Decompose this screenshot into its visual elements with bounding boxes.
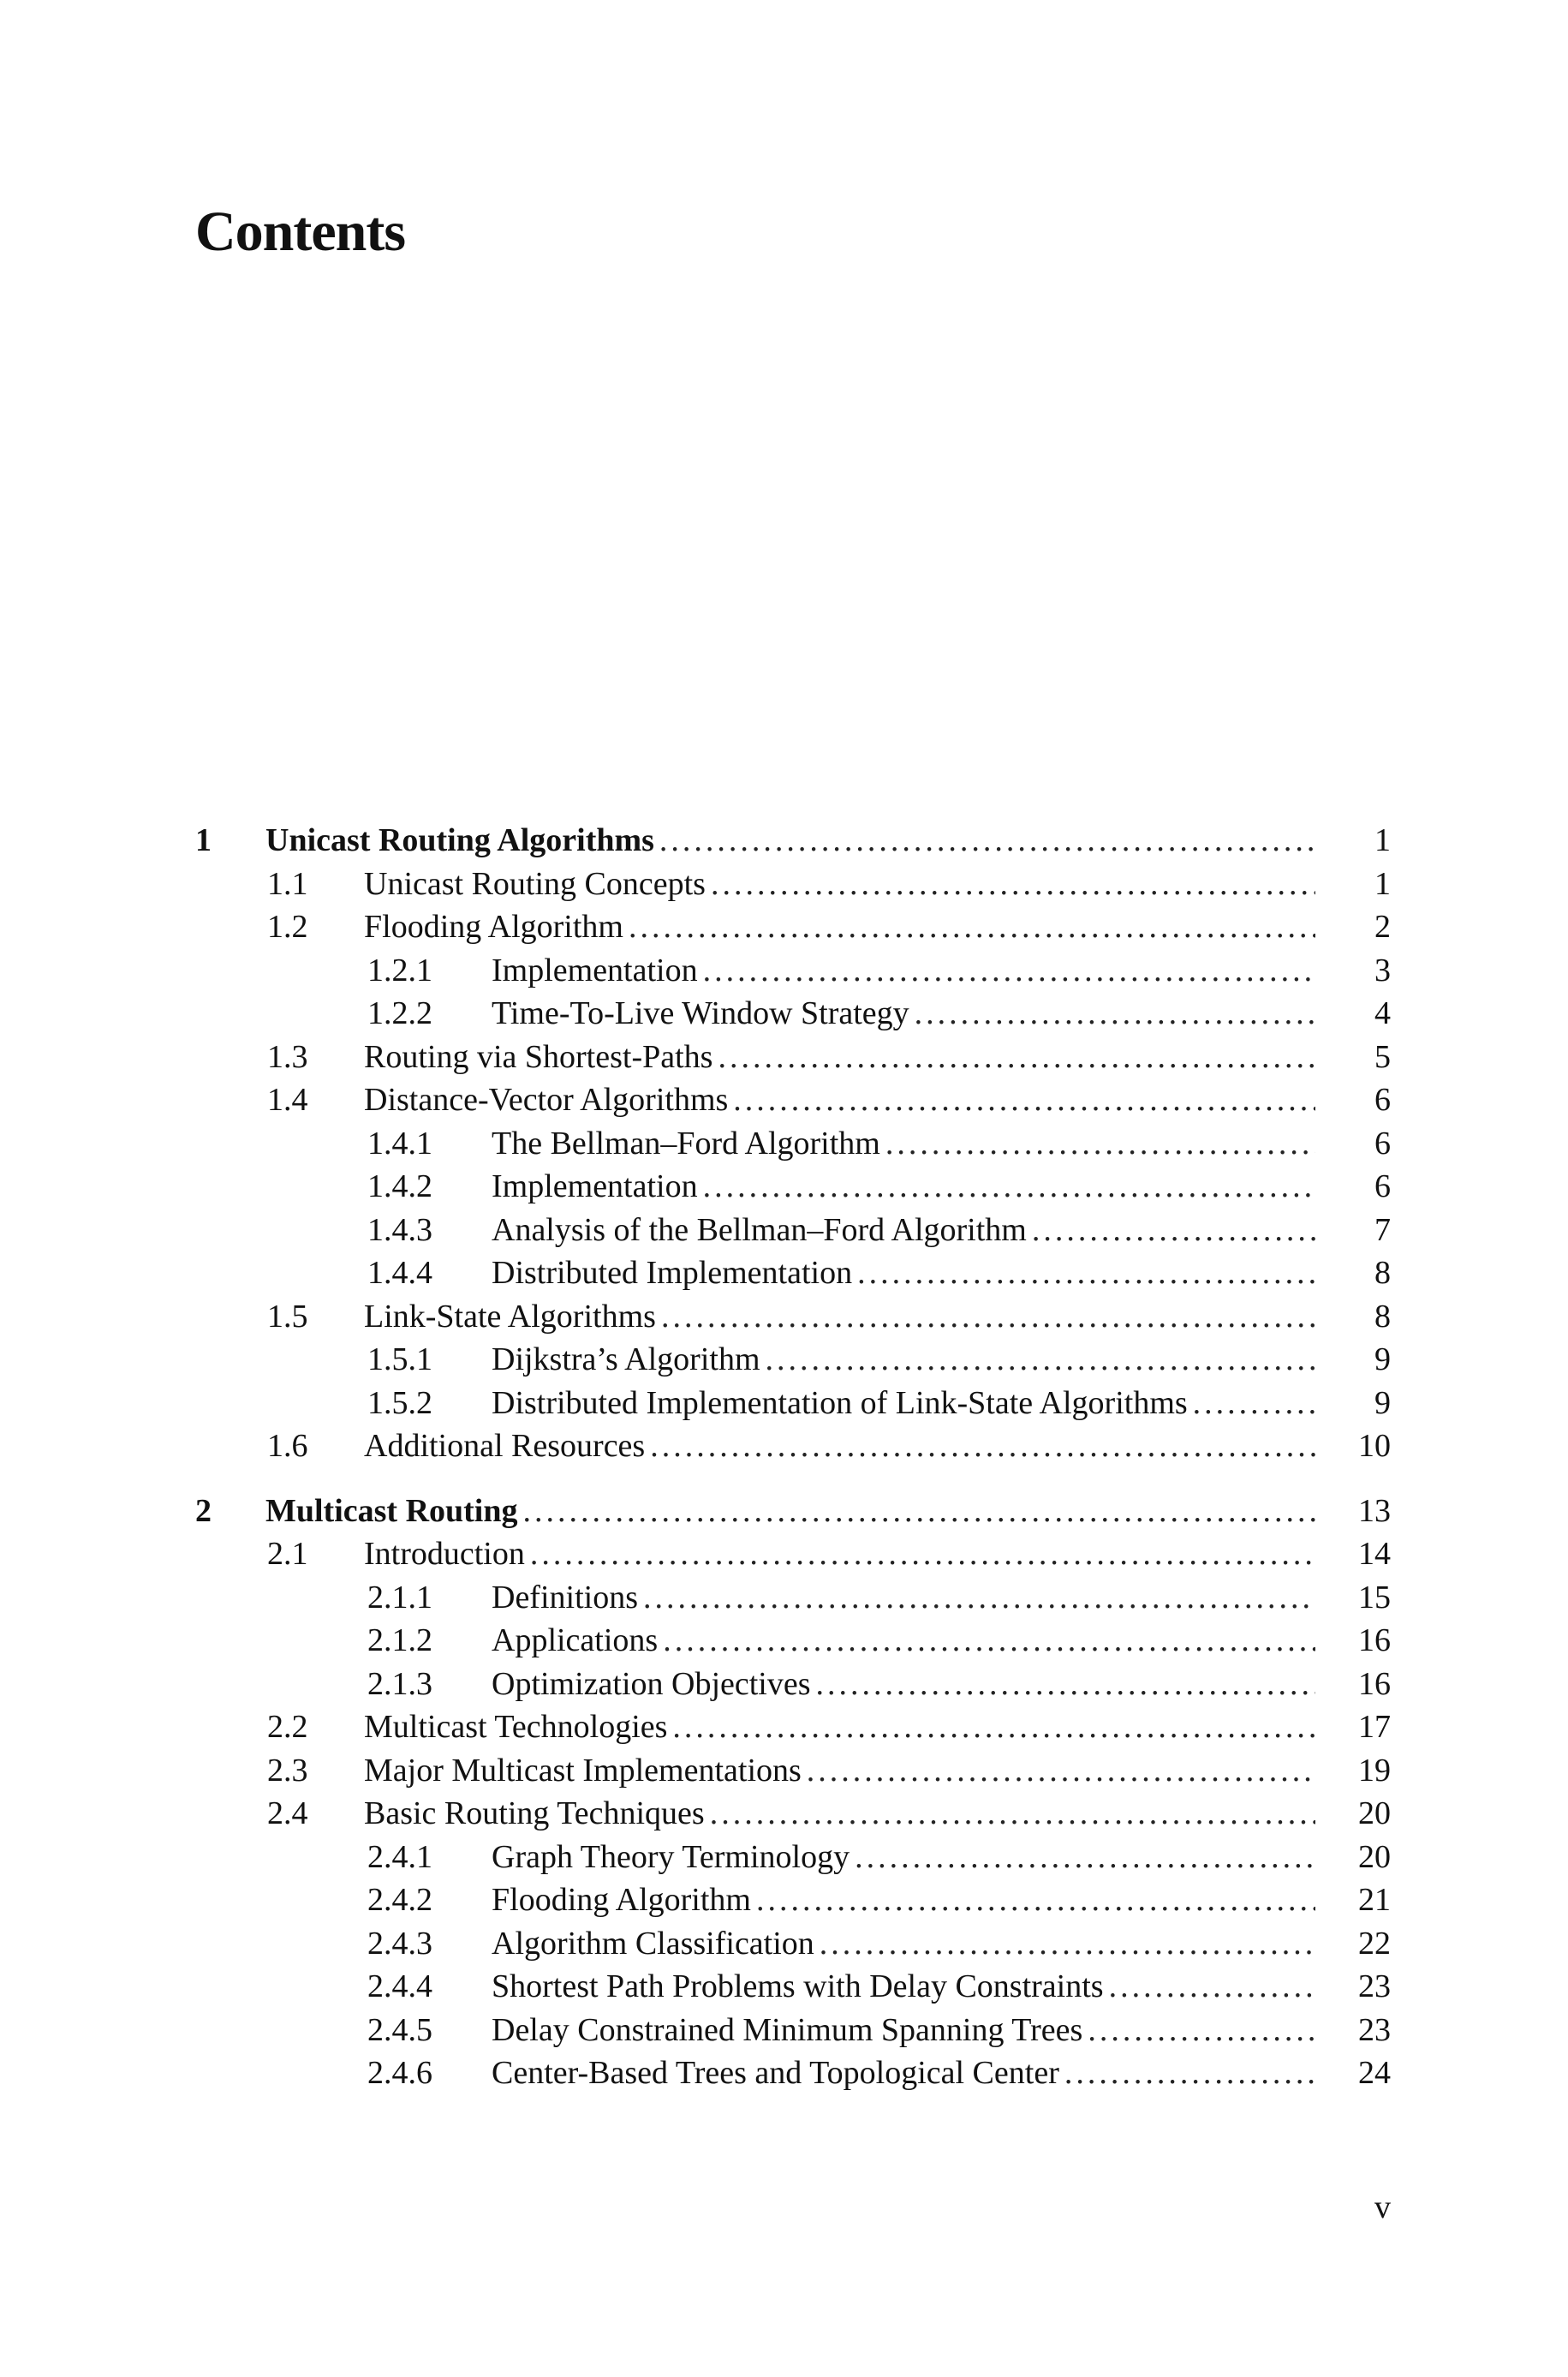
toc-entry-number: 2.4.4 <box>367 1968 432 2004</box>
toc-entry-page: 6 <box>1374 1082 1391 1118</box>
toc-entry-1-2-2[interactable] <box>195 992 1391 1036</box>
toc-entry-number: 1.5 <box>267 1298 308 1335</box>
dot-leader <box>643 1576 1315 1619</box>
page-title: Contents <box>195 200 406 263</box>
toc-entry-number: 2.4 <box>267 1795 308 1831</box>
toc-entry-title: Definitions <box>492 1576 643 1619</box>
toc-entry-page: 9 <box>1374 1384 1391 1421</box>
toc-entry-2-3[interactable] <box>195 1749 1391 1793</box>
dot-leader <box>915 992 1315 1035</box>
toc-entry-leader <box>492 1122 1315 1165</box>
toc-entry-title: Link-State Algorithms <box>364 1295 661 1338</box>
dot-leader <box>855 1836 1315 1878</box>
toc-entry-1-1[interactable] <box>195 863 1391 906</box>
toc-entry-title: Optimization Objectives <box>492 1663 816 1705</box>
dot-leader <box>885 1122 1315 1165</box>
dot-leader <box>1109 1965 1315 2008</box>
toc-entry-page: 4 <box>1374 995 1391 1031</box>
toc-entry-1-6[interactable] <box>195 1424 1391 1468</box>
toc-entry-2-2[interactable] <box>195 1705 1391 1749</box>
toc-entry-number: 2.1 <box>267 1536 308 1572</box>
toc-entry-1-4-2[interactable] <box>195 1165 1391 1209</box>
toc-entry-number: 2.1.1 <box>367 1579 432 1616</box>
dot-leader <box>1032 1209 1315 1251</box>
toc-entry-title: Unicast Routing Algorithms <box>265 819 659 862</box>
dot-leader <box>766 1338 1316 1381</box>
toc-entry-leader <box>265 1490 1315 1532</box>
toc-entry-title: Distributed Implementation of Link-State Algorithms <box>492 1382 1193 1424</box>
toc-entry-1-4-1[interactable] <box>195 1122 1391 1166</box>
toc-entry-page: 20 <box>1358 1795 1391 1831</box>
toc-entry-leader <box>364 1749 1315 1792</box>
toc-entry-leader <box>492 1251 1315 1294</box>
toc-entry-title: Major Multicast Implementations <box>364 1749 807 1792</box>
dot-leader <box>857 1251 1315 1294</box>
toc-entry-2-4-5[interactable] <box>195 2009 1391 2052</box>
toc-entry-title: Flooding Algorithm <box>364 905 629 948</box>
toc-entry-number: 1.5.1 <box>367 1341 432 1377</box>
dot-leader <box>710 1792 1315 1835</box>
dot-leader <box>629 905 1315 948</box>
toc-entry-page: 5 <box>1374 1038 1391 1075</box>
dot-leader <box>661 1295 1315 1338</box>
toc-entry-number: 1.4.2 <box>367 1168 432 1204</box>
toc-entry-page: 8 <box>1374 1255 1391 1291</box>
toc-entry-2-4-3[interactable] <box>195 1922 1391 1966</box>
toc-entry-title: Delay Constrained Minimum Spanning Trees <box>492 2009 1088 2052</box>
toc-entry-page: 23 <box>1358 1968 1391 2004</box>
toc-entry-2-1[interactable] <box>195 1532 1391 1576</box>
toc-entry-page: 14 <box>1358 1536 1391 1572</box>
toc-entry-leader <box>364 1036 1315 1078</box>
dot-leader <box>703 949 1315 992</box>
toc-entry-leader <box>492 949 1315 992</box>
toc-entry-number: 2.4.3 <box>367 1925 432 1962</box>
toc-entry-1-5-1[interactable] <box>195 1338 1391 1382</box>
toc-entry-leader <box>492 992 1315 1035</box>
toc-entry-leader <box>265 819 1315 862</box>
toc-entry-page: 10 <box>1358 1428 1391 1464</box>
toc-entry-leader <box>364 1295 1315 1338</box>
toc-entry-leader <box>492 1209 1315 1251</box>
toc-entry-number: 1.4.3 <box>367 1211 432 1248</box>
toc-entry-title: Flooding Algorithm <box>492 1878 756 1921</box>
toc-entry-2-1-1[interactable] <box>195 1576 1391 1620</box>
dot-leader <box>733 1078 1315 1121</box>
toc-entry-title: Algorithm Classification <box>492 1922 820 1965</box>
toc-entry-page: 3 <box>1374 952 1391 988</box>
toc-entry-2-4[interactable] <box>195 1792 1391 1836</box>
toc-entry-page: 13 <box>1358 1492 1391 1529</box>
toc-entry-number: 2.4.6 <box>367 2055 432 2091</box>
dot-leader <box>703 1165 1315 1208</box>
toc-entry-title: Multicast Routing <box>265 1490 523 1532</box>
toc-entry-1-4[interactable] <box>195 1078 1391 1122</box>
dot-leader <box>530 1532 1315 1575</box>
toc-entry-number: 2.2 <box>267 1709 308 1745</box>
toc-entry-title: Shortest Path Problems with Delay Constraints <box>492 1965 1109 2008</box>
dot-leader <box>807 1749 1315 1792</box>
toc-entry-1-4-4[interactable] <box>195 1251 1391 1295</box>
toc-entry-title: Applications <box>492 1619 663 1662</box>
toc-entry-title: Introduction <box>364 1532 530 1575</box>
dot-leader <box>663 1619 1315 1662</box>
toc-entry-leader <box>364 905 1315 948</box>
dot-leader <box>1193 1382 1315 1424</box>
toc-entry-number: 1.4.1 <box>367 1125 432 1162</box>
toc-entry-1-2-1[interactable] <box>195 949 1391 993</box>
toc-entry-1-3[interactable] <box>195 1036 1391 1079</box>
toc-entry-title: Implementation <box>492 1165 703 1208</box>
page-number-footer: v <box>1374 2189 1391 2225</box>
dot-leader <box>1088 2009 1315 2052</box>
toc-entry-2-4-4[interactable] <box>195 1965 1391 2009</box>
toc-entry-2-1-3[interactable] <box>195 1663 1391 1706</box>
dot-leader <box>816 1663 1315 1705</box>
toc-entry-title: Basic Routing Techniques <box>364 1792 710 1835</box>
toc-entry-number: 1 <box>195 822 212 858</box>
toc-entry-page: 19 <box>1358 1752 1391 1789</box>
toc-entry-leader <box>364 1792 1315 1835</box>
toc-entry-2[interactable] <box>195 1490 1391 1533</box>
toc-entry-leader <box>492 1338 1315 1381</box>
toc-entry-leader <box>492 2052 1315 2094</box>
toc-entry-page: 22 <box>1358 1925 1391 1962</box>
dot-leader <box>523 1490 1316 1532</box>
toc-entry-number: 1.2 <box>267 909 308 945</box>
toc-entry-leader <box>364 1705 1315 1748</box>
toc-entry-page: 16 <box>1358 1622 1391 1658</box>
toc-entry-title: Additional Resources <box>364 1424 650 1467</box>
toc-entry-page: 15 <box>1358 1579 1391 1616</box>
toc-entry-2-4-1[interactable] <box>195 1836 1391 1879</box>
dot-leader <box>659 819 1315 862</box>
dot-leader <box>820 1922 1315 1965</box>
toc-entry-number: 2 <box>195 1492 212 1529</box>
toc-entry-title: Routing via Shortest-Paths <box>364 1036 718 1078</box>
toc-entry-page: 17 <box>1358 1709 1391 1745</box>
toc-entry-number: 2.4.1 <box>367 1838 432 1875</box>
toc-entry-page: 6 <box>1374 1125 1391 1162</box>
toc-entry-leader <box>364 1078 1315 1121</box>
toc-entry-number: 1.4 <box>267 1082 308 1118</box>
toc-entry-number: 1.2.1 <box>367 952 432 988</box>
toc-entry-number: 1.6 <box>267 1428 308 1464</box>
toc-entry-1-5-2[interactable] <box>195 1382 1391 1425</box>
toc-entry-number: 2.3 <box>267 1752 308 1789</box>
toc-entry-leader <box>364 863 1315 905</box>
toc-entry-1-4-3[interactable] <box>195 1209 1391 1252</box>
dot-leader <box>672 1705 1315 1748</box>
toc-entry-leader <box>492 1165 1315 1208</box>
toc-entry-2-4-2[interactable] <box>195 1878 1391 1922</box>
toc-entry-title: Dijkstra’s Algorithm <box>492 1338 766 1381</box>
toc-entry-page: 1 <box>1374 822 1391 858</box>
toc-entry-2-1-2[interactable] <box>195 1619 1391 1663</box>
toc-entry-page: 6 <box>1374 1168 1391 1204</box>
toc-entry-leader <box>364 1532 1315 1575</box>
toc-entry-number: 2.4.5 <box>367 2011 432 2048</box>
toc-entry-title: Graph Theory Terminology <box>492 1836 855 1878</box>
toc-entry-page: 23 <box>1358 2011 1391 2048</box>
toc-entry-page: 1 <box>1374 865 1391 902</box>
toc-entry-number: 2.1.2 <box>367 1622 432 1658</box>
toc-entry-title: Implementation <box>492 949 703 992</box>
toc-entry-title: Unicast Routing Concepts <box>364 863 711 905</box>
toc-entry-page: 9 <box>1374 1341 1391 1377</box>
toc-entry-page: 21 <box>1358 1882 1391 1918</box>
toc-entry-page: 7 <box>1374 1211 1391 1248</box>
toc-entry-leader <box>492 2009 1315 2052</box>
toc-entry-leader <box>492 1965 1315 2008</box>
toc-entry-page: 24 <box>1358 2055 1391 2091</box>
toc-entry-page: 16 <box>1358 1665 1391 1702</box>
toc-entry-title: Distance-Vector Algorithms <box>364 1078 733 1121</box>
toc-entry-1-2[interactable] <box>195 905 1391 949</box>
dot-leader <box>711 863 1315 905</box>
toc-entry-2-4-6[interactable] <box>195 2052 1391 2095</box>
toc-entry-page: 8 <box>1374 1298 1391 1335</box>
toc-entry-1[interactable] <box>195 819 1391 863</box>
toc-entry-leader <box>492 1878 1315 1921</box>
toc-entry-leader <box>492 1619 1315 1662</box>
toc-entry-title: The Bellman–Ford Algorithm <box>492 1122 885 1165</box>
dot-leader <box>756 1878 1315 1921</box>
dot-leader <box>1064 2052 1315 2094</box>
toc-entry-page: 2 <box>1374 909 1391 945</box>
toc-entry-title: Time-To-Live Window Strategy <box>492 992 915 1035</box>
dot-leader <box>718 1036 1315 1078</box>
toc-entry-leader <box>364 1424 1315 1467</box>
toc-entry-title: Center-Based Trees and Topological Center <box>492 2052 1064 2094</box>
toc-entry-number: 1.4.4 <box>367 1255 432 1291</box>
toc-entry-number: 1.3 <box>267 1038 308 1075</box>
toc-entry-leader <box>492 1836 1315 1878</box>
toc-entry-number: 1.2.2 <box>367 995 432 1031</box>
toc-entry-leader <box>492 1382 1315 1424</box>
toc-entry-number: 1.1 <box>267 865 308 902</box>
toc-entry-leader <box>492 1922 1315 1965</box>
toc-entry-leader <box>492 1576 1315 1619</box>
toc-entry-page: 20 <box>1358 1838 1391 1875</box>
toc-entry-number: 1.5.2 <box>367 1384 432 1421</box>
toc-entry-number: 2.1.3 <box>367 1665 432 1702</box>
toc-entry-1-5[interactable] <box>195 1295 1391 1339</box>
toc-entry-number: 2.4.2 <box>367 1882 432 1918</box>
dot-leader <box>650 1424 1315 1467</box>
table-of-contents <box>195 819 1391 2095</box>
toc-entry-leader <box>492 1663 1315 1705</box>
toc-entry-title: Distributed Implementation <box>492 1251 857 1294</box>
toc-entry-title: Multicast Technologies <box>364 1705 672 1748</box>
toc-entry-title: Analysis of the Bellman–Ford Algorithm <box>492 1209 1032 1251</box>
